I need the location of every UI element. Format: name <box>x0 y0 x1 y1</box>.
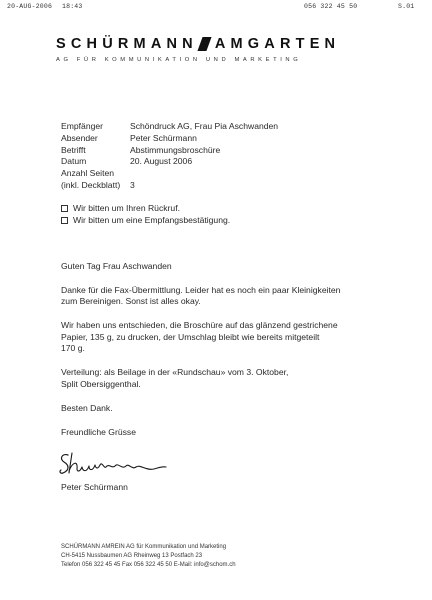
letter-footer <box>61 543 236 570</box>
meta-row-date <box>61 156 278 168</box>
text-line: Danke für die Fax-Übermittlung. Leider hat es noch ein paar Kleinigkeiten <box>61 285 341 295</box>
fax-number: 056 322 45 50 <box>304 3 358 10</box>
fax-date: 20-AUG-2006 <box>7 3 53 10</box>
text-line: Wir haben uns entschieden, die Broschüre auf das glänzend gestrichene <box>61 320 338 331</box>
check-label: Wir bitten um Ihren Rückruf. <box>73 203 180 213</box>
logo-slash-icon <box>197 37 211 51</box>
meta-label: Empfänger <box>61 121 104 131</box>
company-name-right: AMGARTEN <box>214 36 341 52</box>
footer-contact: Telefon 056 322 45 45 Fax 056 322 45 50 E-Mail: info@schom.ch <box>61 562 236 568</box>
meta-value: Abstimmungsbroschüre <box>130 144 221 155</box>
meta-value: Schöndruck AG, Frau Pia Aschwanden <box>130 121 279 131</box>
letter-body <box>61 261 381 451</box>
meta-label: (inkl. Deckblatt) <box>61 179 121 190</box>
text-line: Split Obersiggenthal. <box>61 378 141 389</box>
meta-row-subject <box>61 145 278 157</box>
thanks-line: Besten Dank. <box>61 402 113 413</box>
check-callback <box>61 203 230 215</box>
signer-name: Peter Schürmann <box>61 482 128 492</box>
handwritten-signature <box>58 449 168 477</box>
meta-label: Datum <box>61 156 87 167</box>
text-line: Verteilung: als Beilage in der «Rundschau» vom 3. Oktober, <box>61 367 289 378</box>
greeting: Guten Tag Frau Aschwanden <box>61 261 172 271</box>
paragraph-paper <box>61 320 381 354</box>
company-name-left: SCHÜRMANN <box>56 36 198 52</box>
text-line: Papier, 135 g, zu drucken, der Umschlag bleibt wie bereits mitgeteilt <box>61 331 320 342</box>
meta-label: Betrifft <box>61 144 86 155</box>
text-line: zum Bereinigen. Sonst ist alles okay. <box>61 296 201 307</box>
meta-value: Peter Schürmann <box>130 132 197 143</box>
check-receipt <box>61 215 230 227</box>
request-checkboxes <box>61 203 230 226</box>
meta-row-page-count-incl <box>61 180 278 192</box>
fax-page: S.01 <box>398 3 415 10</box>
footer-company: SCHÜRMANN AMREIN AG für Kommunikation und Marketing <box>61 544 227 550</box>
checkbox-icon <box>61 217 68 224</box>
company-name <box>56 36 391 52</box>
meta-row-page-count <box>61 168 278 180</box>
paragraph-thanks <box>61 285 381 308</box>
footer-address: CH-5415 Nussbaumen AG Rheinweg 13 Postfach 23 <box>61 553 203 559</box>
meta-label: Anzahl Seiten <box>61 168 115 179</box>
fax-time: 18:43 <box>62 3 83 10</box>
text-line: 170 g. <box>61 343 85 354</box>
meta-value: 20. August 2006 <box>130 156 193 167</box>
meta-label: Absender <box>61 132 98 143</box>
fax-transmission-header <box>0 0 432 12</box>
meta-value: 3 <box>130 179 135 190</box>
meta-row-sender <box>61 133 278 145</box>
check-label: Wir bitten um eine Empfangsbestätigung. <box>73 214 231 225</box>
meta-row-recipient <box>61 121 278 133</box>
checkbox-icon <box>61 205 68 212</box>
paragraph-distribution <box>61 367 381 390</box>
fax-meta-block <box>61 121 278 192</box>
letterhead-logo <box>56 36 391 63</box>
closing-line: Freundliche Grüsse <box>61 426 136 437</box>
company-tagline: AG FÜR KOMMUNIKATION UND MARKETING <box>56 57 302 63</box>
